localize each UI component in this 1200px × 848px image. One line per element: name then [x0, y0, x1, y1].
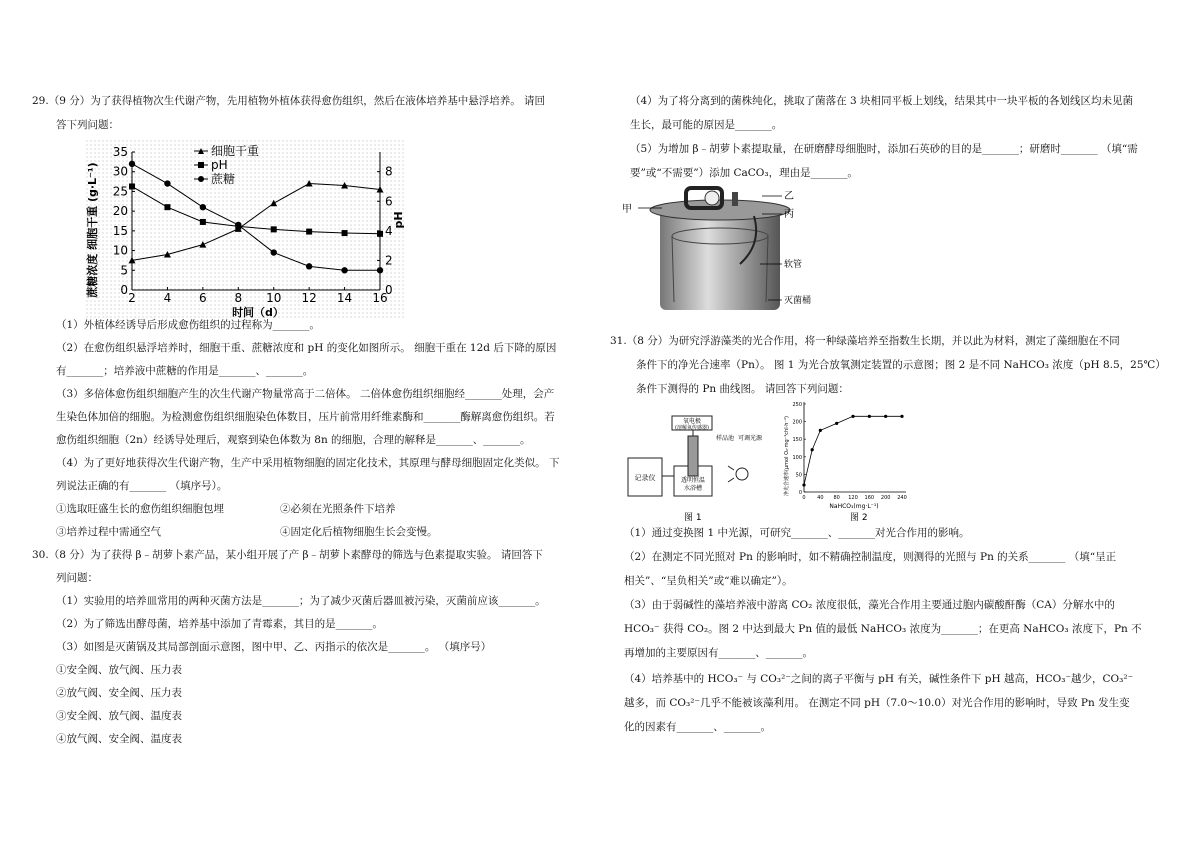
fig1-apparatus [624, 396, 784, 526]
right-y-tick-label: 0 [385, 283, 393, 297]
data-point-sucrose [377, 267, 383, 273]
x-tick-label: 240 [897, 495, 907, 501]
q29-part4a: （4）为了更好地获得次生代谢产物，生产中采用植物细胞的固定化技术，其原理与酵母细胞固定化类似。 下 [56, 457, 560, 469]
q31-part3b: HCO₃⁻ 获得 CO₂。图 2 中达到最大 Pn 值的最低 NaHCO₃ 浓度为_______；在更高 NaHCO₃ 浓度下，Pn 不 [624, 623, 1142, 635]
q31-title: 31.（8 分）为研究浮游藻类的光合作用，将一种绿藻培养至指数生长期，并以此为材料，测定了藻细胞在不同 [610, 335, 1120, 347]
y-tick-label: 50 [795, 472, 802, 479]
y-tick-label: 0 [798, 490, 802, 496]
q29-title: 29.（9 分）为了获得植物次生代谢产物，先用植物外植体获得愈伤组织，然后在液体培养基中悬浮培养。 请回 [32, 95, 546, 107]
q29-part3c: 愈伤组织细胞（2n）经诱导处理后，观察到染色体数为 8n 的细胞，合理的解释是_______、_______。 [56, 434, 531, 446]
fig2-caption: 图 2 [850, 513, 868, 523]
data-point-ph [342, 230, 348, 236]
x-tick-label: 200 [880, 495, 891, 501]
pressure-gauge-icon [705, 191, 719, 205]
q30-title-cont: 列问题： [56, 572, 98, 584]
data-point [811, 448, 814, 451]
autoclave-figure [622, 184, 822, 314]
legend-marker-circle [198, 176, 204, 182]
q29-part2b: 有_______；培养液中蔗糖的作用是_______、_______。 [56, 365, 314, 377]
fig2-x-label: NaHCO₃(mg·L⁻¹) [829, 503, 879, 510]
q31-part2b: 相关”、“呈负相关”或“难以确定”）。 [624, 575, 793, 587]
q31-part3c: 再增加的主要原因有_______、_______。 [624, 647, 813, 659]
y-tick-label: 200 [792, 419, 802, 426]
pn-curve [804, 416, 902, 485]
q30-option-1: ①安全阀、放气阀、压力表 [56, 664, 182, 676]
q29-part4b: 列说法正确的有_______ （填序号）。 [56, 480, 228, 492]
data-point-sucrose [306, 263, 312, 269]
legend-label: 细胞干重 [211, 144, 260, 158]
data-point [819, 429, 822, 432]
q29-option-1: ①选取旺盛生长的愈伤组织细胞包埋 [56, 503, 224, 515]
q31-part1: （1）通过变换图 1 中光源，可研究_______、_______对光合作用的影响。 [624, 527, 970, 539]
data-point-sucrose [341, 267, 347, 273]
electrode-label: 氧电极 [682, 418, 702, 425]
fig2-y-label: 净光合速率(μmol O₂·mg⁻¹chl·h⁻¹) [784, 416, 790, 496]
q29-part3b: 生染色体加倍的细胞。为检测愈伤组织细胞染色体数目，压片前常用纤维素酶和_______酶解离愈伤组织。若 [56, 411, 555, 423]
right-y-tick-label: 6 [385, 194, 393, 209]
q30-part4a: （4）为了将分离到的菌株纯化，挑取了菌落在 3 块相同平板上划线，结果其中一块平板的各划线区均未见菌 [630, 95, 1134, 107]
sensor-label: (溶解氧传感器) [675, 425, 709, 431]
right-y-tick-label: 2 [385, 253, 393, 268]
q31-part4c: 化的因素有_______、_______。 [624, 721, 771, 733]
q31-part4a: （4）培养基中的 HCO₃⁻ 与 CO₃²⁻之间的离子平衡与 pH 有关，碱性条件下 pH 越高，HCO₃⁻越少，CO₃²⁻ [624, 673, 1134, 685]
light-label: 可调光源 [738, 435, 763, 442]
left-y-tick-label: 0 [120, 283, 128, 297]
q30-part5b: 要”或“不需要”）添加 CaCO₃，理由是_______。 [630, 167, 858, 179]
data-point [835, 422, 838, 425]
sample-chamber [688, 436, 698, 476]
data-point-sucrose [200, 204, 206, 210]
q31-part4b: 越多，而 CO₃²⁻几乎不能被该藻利用。 在测定不同 pH（7.0～10.0）对光合作用的影响时，导致 Pn 发生变 [624, 697, 1130, 709]
growth-chart [86, 140, 406, 320]
q30-part3: （3）如图是灭菌锅及其局部剖面示意图，图中甲、乙、丙指示的依次是_______。 （填序号） [56, 641, 492, 653]
q30-option-3: ③安全阀、放气阀、温度表 [56, 710, 182, 722]
label-bing: 丙 [784, 209, 794, 220]
label-hose: 软管 [784, 260, 803, 270]
x-tick-label: 8 [234, 291, 243, 305]
chart-left-axis-label: 蔗糖浓度 细胞干重 (g·L⁻¹) [86, 162, 99, 298]
y-tick-label: 150 [792, 437, 802, 444]
x-tick-label: 2 [128, 291, 136, 305]
sample-label: 样品池 [716, 435, 735, 442]
x-tick-label: 40 [817, 495, 824, 501]
data-point-ph [377, 231, 383, 237]
q30-part1: （1）实验用的培养皿常用的两种灭菌方法是_______；为了减少灭菌后器皿被污染，灭菌前应该_______。 [56, 595, 546, 607]
x-tick-label: 6 [199, 291, 207, 305]
x-tick-label: 120 [848, 495, 858, 501]
q29-title-cont: 答下列问题： [56, 119, 119, 131]
fig2-series [802, 415, 903, 487]
q29-option-3: ③培养过程中需通空气 [56, 526, 161, 538]
y-tick-label: 100 [792, 454, 802, 461]
x-tick-label: 10 [266, 291, 282, 305]
x-tick-label: 160 [864, 495, 875, 501]
left-y-tick-label: 30 [112, 164, 128, 179]
autoclave-body [660, 210, 780, 310]
chart-right-axis-label: pH [392, 211, 405, 229]
data-point-ph [271, 226, 277, 232]
q30-title: 30.（8 分）为了获得 β﹣胡萝卜素产品，某小组开展了产 β﹣胡萝卜素酵母的筛选与色素提取实验。 请回答下 [32, 549, 543, 561]
valve-icon [732, 192, 738, 206]
data-point-ph [306, 229, 312, 235]
q30-option-4: ④放气阀、安全阀、温度表 [56, 733, 182, 745]
q30-part2: （2）为了筛选出酵母菌，培养基中添加了青霉素，其目的是_______。 [56, 618, 383, 630]
legend-label: 蔗糖 [211, 172, 236, 186]
water-bath-label2: 水浴槽 [683, 485, 703, 492]
data-point-sucrose [235, 222, 241, 228]
label-bucket: 灭菌桶 [784, 296, 812, 306]
light-source-icon [736, 468, 748, 480]
q29-part1: （1）外植体经诱导后形成愈伤组织的过程称为_______。 [56, 319, 320, 331]
x-tick-label: 0 [802, 495, 806, 501]
chart-x-axis-label: 时间（d） [232, 306, 284, 319]
q31-title-cont2: 条件下测得的 Pn 曲线图。 请回答下列问题： [636, 383, 849, 395]
x-tick-label: 80 [833, 495, 840, 501]
label-yi: 乙 [784, 191, 794, 202]
q29-part3a: （3）多倍体愈伤组织细胞产生的次生代谢产物量常高于二倍体。 二倍体愈伤组织细胞经_______处理，会产 [56, 388, 555, 400]
left-y-tick-label: 20 [112, 204, 128, 219]
q29-option-2: ②必须在光照条件下培养 [280, 503, 396, 515]
legend-label: pH [211, 158, 228, 172]
data-point-sucrose [129, 161, 135, 167]
x-tick-label: 12 [301, 291, 317, 305]
data-point-ph [200, 219, 206, 225]
x-tick-label: 14 [336, 291, 353, 305]
data-point [868, 415, 871, 418]
left-y-tick-label: 35 [112, 145, 128, 159]
data-point [900, 415, 903, 418]
q30-part4b: 生长，最可能的原因是_______。 [630, 119, 783, 131]
x-tick-label: 4 [163, 291, 172, 305]
data-point-ph [164, 204, 170, 210]
recorder-label: 记录仪 [634, 474, 656, 482]
q31-part3a: （3）由于弱碱性的藻培养液中游离 CO₂ 浓度很低，藻光合作用主要通过胞内碳酸酐酶（CA）分解水中的 [624, 599, 1115, 611]
q30-option-2: ②放气阀、安全阀、压力表 [56, 687, 182, 699]
data-point [851, 415, 854, 418]
legend-marker-square [198, 162, 204, 168]
q29-part2a: （2）在愈伤组织悬浮培养时，细胞干重、蔗糖浓度和 pH 的变化如图所示。 细胞干重在 12d 后下降的原因 [56, 342, 557, 354]
q29-option-4: ④固定化后植物细胞生长会变慢。 [280, 526, 438, 538]
water-bath-label: 透明恒温 [680, 477, 706, 484]
q31-part2a: （2）在测定不同光照对 Pn 的影响时，如不精确控制温度，则测得的光照与 Pn 的关系_______ （填“呈正 [624, 551, 1117, 563]
fig2-chart [782, 396, 912, 526]
fig2-axes [792, 402, 906, 501]
y-tick-label: 250 [792, 402, 802, 408]
data-point-ph [129, 183, 135, 189]
right-y-tick-label: 4 [385, 223, 393, 238]
right-y-tick-label: 8 [385, 164, 393, 179]
data-point-sucrose [164, 180, 170, 186]
left-y-tick-label: 10 [112, 243, 128, 258]
data-point [802, 483, 805, 486]
data-point [884, 415, 887, 418]
left-y-tick-label: 15 [112, 223, 128, 238]
q30-part5a: （5）为增加 β﹣胡萝卜素提取量，在研磨酵母细胞时，添加石英砂的目的是_______；研磨时_______ （填“需 [630, 143, 1138, 155]
q31-title-cont1: 条件下的净光合速率（Pn）。 图 1 为光合放氧测定装置的示意图；图 2 是不同 NaHCO₃ 浓度（pH 8.5，25℃） [636, 359, 1166, 371]
left-y-tick-label: 25 [112, 184, 128, 199]
x-tick-label: 16 [372, 291, 388, 305]
fig1-caption: 图 1 [684, 513, 702, 523]
label-jia: 甲 [622, 204, 632, 215]
data-point-sucrose [271, 249, 277, 255]
left-y-tick-label: 5 [120, 263, 128, 278]
